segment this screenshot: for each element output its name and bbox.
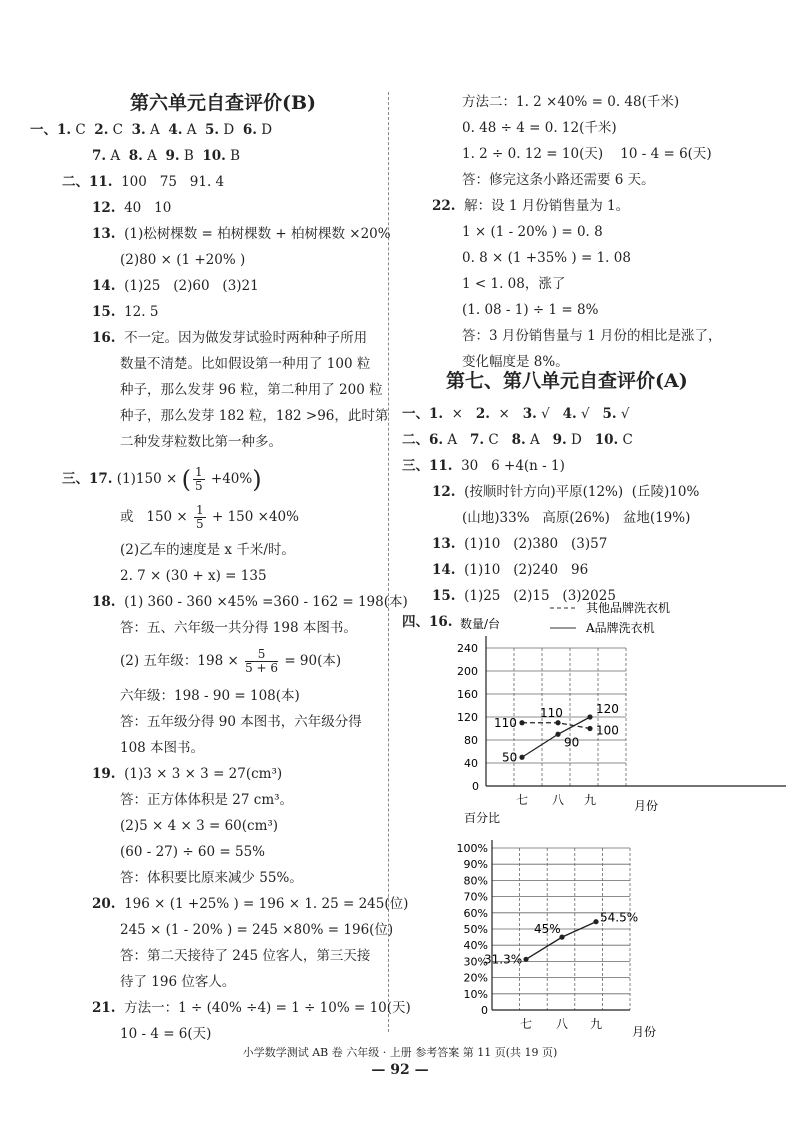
section-label: 三、 (62, 471, 89, 487)
data-label: 100 (596, 723, 619, 738)
answer-text: B (225, 148, 241, 164)
q17-expr-a: (1)150 × (116, 471, 182, 487)
answer-line (120, 738, 204, 758)
answer-line (462, 274, 565, 294)
answer-line (432, 534, 607, 554)
question-number: 3. (131, 122, 146, 138)
answer-line (92, 198, 171, 218)
answer-text: 变化幅度是 8%。 (462, 354, 569, 370)
answer-line (462, 118, 617, 138)
answer-text: C (484, 432, 512, 448)
section-label: 三、 (402, 458, 429, 474)
q19-expr-1: (1)3 × 3 × 3 = 27(cm³) (124, 766, 283, 782)
fraction (245, 648, 278, 675)
question-number: 20. (92, 896, 116, 912)
question-number: 2. (94, 122, 109, 138)
legend-label: A品牌洗衣机 (586, 621, 655, 635)
answer-line (462, 508, 690, 528)
q18-expr-b: = 90(本) (280, 653, 342, 669)
answer-text: 答：体积要比原来减少 55%。 (120, 870, 303, 886)
unit6-heading: 第六单元自查评价(B) (130, 92, 317, 114)
answer-text: 12. 5 (115, 304, 159, 320)
answer-text: 二种发芽粒数比第一种多。 (120, 434, 282, 450)
page-number: — 92 — (371, 1062, 429, 1078)
answer-text: × (489, 406, 523, 422)
question-number: 11. (89, 174, 113, 190)
y-tick-label: 80% (463, 874, 488, 888)
answer-text: D (219, 122, 243, 138)
question-number: 12. (432, 484, 456, 500)
answer-line (92, 592, 408, 612)
x-tick-label: 九 (583, 793, 597, 807)
question-number: 6. (242, 122, 257, 138)
answer-line (432, 482, 699, 502)
data-label: 54.5% (600, 910, 639, 925)
question-number: 7. (92, 148, 107, 164)
data-label: 90 (564, 735, 580, 750)
q17-expr-b: +40% (206, 471, 253, 487)
answer-text: 种子，那么发芽 96 粒，第二种用了 200 粒 (120, 382, 383, 398)
question-number: 12. (92, 200, 116, 216)
data-point (555, 732, 560, 737)
answer-text: 100 75 91. 4 (112, 174, 225, 190)
answer-text: (1)松树棵数 = 柏树棵数 + 柏树棵数 ×20% (115, 226, 391, 242)
answer-text: 0. 48 ÷ 4 = 0. 12(千米) (462, 120, 617, 136)
question-number: 10. (594, 432, 619, 448)
question-number: 8. (511, 432, 526, 448)
y-tick-label: 120 (457, 711, 478, 724)
x-tick-label: 七 (515, 793, 529, 807)
question-number: 8. (128, 148, 143, 164)
y-tick-label: 60% (463, 906, 488, 920)
answer-line (402, 430, 633, 450)
question-number: 10. (202, 148, 226, 164)
fraction (193, 466, 205, 493)
answer-line (120, 868, 303, 888)
y-tick-label: 10% (463, 987, 488, 1001)
data-label: 110 (494, 715, 517, 730)
answer-text: (1)25 (2)15 (3)2025 (455, 588, 616, 604)
answer-line (402, 456, 565, 476)
paren-open: ( (181, 465, 191, 494)
question-number: 16. (92, 330, 116, 346)
x-tick-label: 八 (551, 793, 565, 807)
answer-text: 答：修完这条小路还需要 6 天。 (462, 172, 655, 188)
answer-text: 待了 196 位客人。 (120, 974, 236, 990)
answer-line (120, 712, 362, 732)
answer-text: (2)乙车的速度是 x 千米/时。 (120, 542, 295, 558)
numerator: 1 (196, 503, 204, 517)
answer-text: 不一定。因为做发芽试验时两种种子所用 (115, 330, 368, 346)
y-tick-label: 20% (463, 971, 488, 985)
answer-text: √ (576, 406, 603, 422)
answer-text: 40 10 (115, 200, 172, 216)
answer-text: 196 × (1 +25% ) = 196 × 1. 25 = 245(位) (115, 896, 409, 912)
question-number: 15. (92, 304, 116, 320)
answer-text: 10 - 4 = 6(天) (120, 1026, 212, 1042)
y-tick-label: 100% (456, 842, 488, 855)
answer-line (462, 144, 712, 164)
answer-text: A (142, 148, 166, 164)
q18-expr-a: (2) 五年级：198 × (120, 653, 244, 669)
answer-line (92, 224, 391, 244)
answer-line (92, 998, 411, 1018)
question-number: 9. (165, 148, 180, 164)
answer-text: 答：第二天接待了 245 位客人，第三天接 (120, 948, 371, 964)
answer-text: (1) 360 - 360 ×45% =360 - 162 = 198(本) (115, 594, 408, 610)
data-point (593, 919, 598, 924)
answer-line (120, 540, 295, 560)
y-tick-label: 160 (457, 688, 478, 701)
question-number: 16. (429, 614, 453, 630)
data-label: 31.3% (484, 952, 523, 967)
denominator: 5 (196, 517, 204, 531)
y-tick-label: 70% (463, 890, 488, 904)
answer-line (120, 972, 235, 992)
answer-line (120, 432, 282, 452)
y-tick-label: 30% (463, 955, 488, 969)
x-tick-label: 八 (555, 1017, 569, 1031)
answer-text: (山地)33% 高原(26%) 盆地(19%) (462, 510, 691, 526)
section-label: 一、 (402, 406, 429, 422)
question-number: 7. (470, 432, 485, 448)
data-label: 50 (502, 750, 518, 765)
answer-text: 108 本图书。 (120, 740, 205, 756)
answer-line (30, 120, 272, 140)
answer-line (92, 328, 367, 348)
q19-line1 (92, 764, 282, 784)
answer-text: D (566, 432, 595, 448)
q17-line1 (62, 466, 262, 493)
answer-line (462, 352, 569, 372)
x-tick-label: 九 (589, 1017, 603, 1031)
section-label: 四、 (402, 614, 429, 630)
answer-text: B (179, 148, 203, 164)
question-number: 15. (432, 588, 456, 604)
answer-text: A (106, 148, 129, 164)
question-number: 17. (89, 471, 113, 487)
question-number: 4. (168, 122, 183, 138)
question-number: 1. (429, 406, 444, 422)
answer-text: 1 < 1. 08，涨了 (462, 276, 566, 292)
y-tick-label: 0 (481, 1004, 488, 1017)
x-tick-label: 七 (519, 1017, 533, 1031)
answer-text: A (182, 122, 206, 138)
answer-line (462, 326, 722, 346)
answer-text: 六年级：198 - 90 = 108(本) (120, 688, 300, 704)
answer-text: 245 × (1 - 20% ) = 245 ×80% = 196(位) (120, 922, 394, 938)
answer-text: A (525, 432, 553, 448)
sales-line-chart (440, 600, 770, 813)
footer-info: 小学数学测试 AB 卷 六年级 · 上册 参考答案 第 11 页(共 19 页) (242, 1046, 558, 1059)
answer-text: 1. 2 ÷ 0. 12 = 10(天) 10 - 4 = 6(天) (462, 146, 712, 162)
answer-text: 方法一：1 ÷ (40% ÷4) = 1 ÷ 10% = 10(天) (115, 1000, 411, 1016)
question-number: 19. (92, 766, 116, 782)
data-point (587, 714, 592, 719)
answer-line (92, 276, 259, 296)
numerator: 5 (245, 648, 278, 662)
answer-line (432, 196, 629, 216)
question-number: 5. (205, 122, 220, 138)
answer-text: C (71, 122, 95, 138)
question-number: 6. (429, 432, 444, 448)
data-point (519, 720, 524, 725)
question-number: 14. (92, 278, 116, 294)
y-axis-label: 百分比 (464, 811, 501, 825)
answer-line (120, 920, 393, 940)
y-tick-label: 80 (464, 734, 478, 747)
answer-text: 0. 8 × (1 +35% ) = 1. 08 (462, 250, 631, 266)
data-label: 45% (534, 922, 561, 937)
answer-text: C (108, 122, 132, 138)
q17-line2 (120, 504, 299, 531)
answer-line (120, 1024, 211, 1044)
question-number: 14. (432, 562, 456, 578)
x-axis-label: 月份 (634, 799, 659, 813)
paren-close: ) (252, 465, 262, 494)
question-number: 13. (432, 536, 456, 552)
fraction (194, 504, 206, 531)
answer-line (462, 170, 655, 190)
answer-line (462, 92, 679, 112)
answer-text: (1)25 (2)60 (3)21 (115, 278, 259, 294)
answer-text: 答：五、六年级一共分得 198 本图书。 (120, 620, 357, 636)
question-number: 22. (432, 198, 456, 214)
answer-line (402, 404, 630, 424)
question-number: 11. (429, 458, 453, 474)
data-point (587, 726, 592, 731)
answer-text: (2)80 × (1 +20% ) (120, 252, 246, 268)
answer-text: 种子，那么发芽 182 粒，182 >96，此时第 (120, 408, 389, 424)
data-point (555, 720, 560, 725)
unit78-heading: 第七、第八单元自查评价(A) (446, 370, 688, 392)
origin-label: 0 (472, 780, 479, 793)
question-number: 13. (92, 226, 116, 242)
answer-line (120, 380, 383, 400)
answer-line (92, 894, 408, 914)
answer-text: 数量不清楚。比如假设第一种用了 100 粒 (120, 356, 371, 372)
question-number: 2. (475, 406, 490, 422)
question-number: 9. (552, 432, 567, 448)
answer-line (432, 560, 588, 580)
answer-line (462, 300, 598, 320)
answer-text: √ (536, 406, 563, 422)
section-label: 一、 (30, 122, 57, 138)
data-point (523, 957, 528, 962)
or-label: 或 (120, 509, 134, 525)
denominator: 5 (194, 479, 203, 493)
q19-line2 (120, 816, 278, 836)
y-axis-label: 数量/台 (460, 617, 501, 631)
answer-line (92, 146, 240, 166)
answer-text: √ (616, 406, 630, 422)
y-tick-label: 90% (463, 858, 488, 872)
percent-line-chart (440, 808, 680, 1040)
answer-line (120, 946, 370, 966)
answer-text: 30 6 +4(n - 1) (452, 458, 565, 474)
answer-text: (1)10 (2)240 96 (455, 562, 589, 578)
answer-line (120, 790, 293, 810)
section-label: 二、 (402, 432, 429, 448)
answer-text: D (256, 122, 273, 138)
answer-text: C (618, 432, 633, 448)
answer-line (62, 172, 224, 192)
data-point (519, 755, 524, 760)
question-number: 4. (562, 406, 577, 422)
answer-line (120, 686, 300, 706)
question-number: 18. (92, 594, 116, 610)
answer-text: 答：正方体体积是 27 cm³。 (120, 792, 294, 808)
answer-line (120, 406, 388, 426)
legend-label: 其他品牌洗衣机 (586, 601, 671, 615)
answer-line (120, 250, 245, 270)
y-tick-label: 200 (457, 665, 478, 678)
answer-text: (1)10 (2)380 (3)57 (455, 536, 608, 552)
answer-text: 方法二：1. 2 ×40% = 0. 48(千米) (462, 94, 680, 110)
answer-line (120, 618, 357, 638)
denominator: 5 + 6 (245, 661, 279, 675)
answer-text: 1 × (1 - 20% ) = 0. 8 (462, 224, 603, 240)
data-label: 120 (596, 702, 619, 716)
answer-text: 答：3 月份销售量与 1 月份的相比是涨了， (462, 328, 722, 344)
answer-text: (60 - 27) ÷ 60 = 55% (120, 844, 266, 860)
y-tick-label: 240 (457, 642, 478, 655)
data-label: 110 (540, 705, 563, 720)
question-number: 21. (92, 1000, 116, 1016)
answer-line (120, 566, 267, 586)
y-tick-label: 40 (464, 757, 478, 770)
answer-text: A (443, 432, 471, 448)
answer-line (462, 248, 631, 268)
answer-text: × (443, 406, 476, 422)
answer-text: (1. 08 - 1) ÷ 1 = 8% (462, 302, 599, 318)
q19-expr-2: (2)5 × 4 × 3 = 60(cm³) (120, 818, 279, 834)
question-number: 1. (57, 122, 72, 138)
question-number: 5. (602, 406, 617, 422)
x-axis-label: 月份 (632, 1025, 657, 1039)
q17-expr-c: 150 × (146, 509, 193, 525)
answer-text: 解：设 1 月份销售量为 1。 (455, 198, 630, 214)
answer-text: (按顺时针方向)平原(12%) (丘陵)10% (455, 484, 700, 500)
question-number: 3. (522, 406, 537, 422)
answer-line (120, 354, 370, 374)
answer-text: 答：五年级分得 90 本图书，六年级分得 (120, 714, 362, 730)
answer-line (120, 842, 265, 862)
q17-expr-d: + 150 ×40% (207, 509, 299, 525)
answer-text: A (145, 122, 169, 138)
numerator: 1 (194, 465, 203, 479)
answer-text: 2. 7 × (30 + x) = 135 (120, 568, 267, 584)
q18-part2 (120, 648, 341, 675)
answer-line (92, 302, 158, 322)
answer-line (462, 222, 603, 242)
section-label: 二、 (62, 174, 89, 190)
y-tick-label: 50% (463, 923, 488, 936)
y-tick-label: 40% (463, 939, 488, 953)
